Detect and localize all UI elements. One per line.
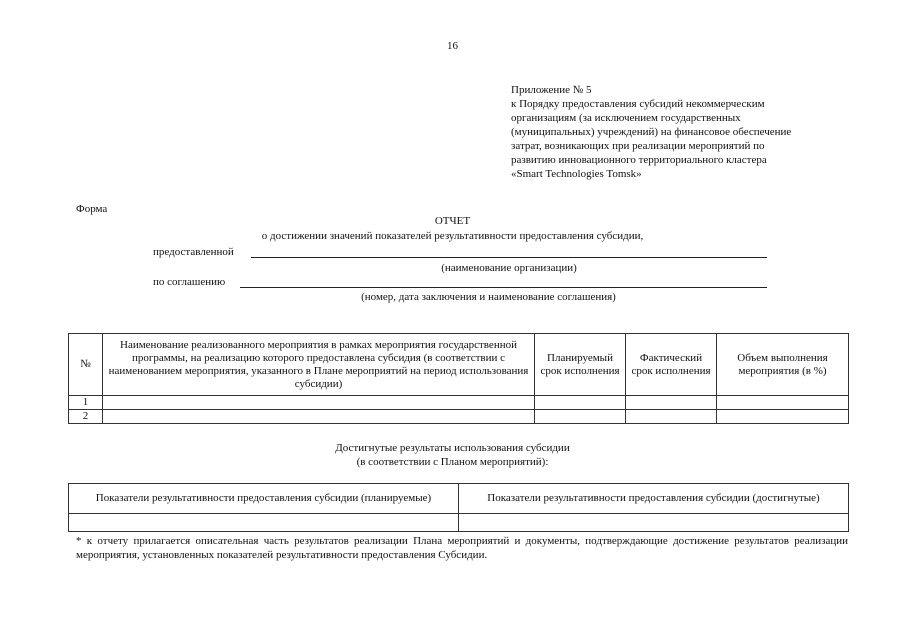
form-label: Форма [76, 203, 108, 215]
appendix-line: Приложение № 5 [511, 84, 592, 96]
report-title: ОТЧЕТ [434, 215, 471, 227]
row-number: 1 [69, 396, 103, 410]
measures-table [68, 333, 849, 424]
table-row [69, 396, 849, 410]
table-cell[interactable] [717, 396, 849, 410]
agreement-field-line[interactable] [240, 287, 767, 288]
results-subheading: (в соответствии с Планом мероприятий): [356, 456, 549, 468]
table-cell[interactable] [103, 410, 535, 424]
organization-field-line[interactable] [251, 257, 767, 258]
table-cell[interactable] [69, 514, 459, 532]
indicators-table-header [69, 484, 849, 514]
header-actual-term: Фактический срок исполнения [626, 334, 717, 396]
appendix-line: затрат, возникающих при реализации мероприятий по [511, 140, 765, 152]
footnote: * к отчету прилагается описательная часть результатов реализации Плана мероприятий и документы, подтверждающие достижение результатов реализации мероприятия, установленных показателей результативности предоставления Субсидии. [76, 535, 848, 561]
appendix-line: к Порядку предоставления субсидий некоммерческим [511, 98, 765, 110]
table-row [69, 410, 849, 424]
organization-hint: (наименование организации) [441, 262, 577, 274]
page-number: 16 [447, 40, 458, 52]
agreement-label: по соглашению [153, 276, 226, 288]
table-cell[interactable] [626, 410, 717, 424]
header-planned-term: Планируемый срок исполнения [535, 334, 626, 396]
table-cell[interactable] [103, 396, 535, 410]
indicators-table [68, 483, 849, 532]
table-row [69, 514, 849, 532]
header-completion-volume: Объем выполнения мероприятия (в %) [717, 334, 849, 396]
appendix-line: организациям (за исключением государственных [511, 112, 741, 124]
table-cell[interactable] [459, 514, 849, 532]
row-number: 2 [69, 410, 103, 424]
appendix-line: «Smart Technologies Tomsk» [511, 168, 642, 180]
appendix-line: (муниципальных) учреждений) на финансовое обеспечение [511, 126, 792, 138]
header-measure-name: Наименование реализованного мероприятия в рамках мероприятия государственной программы, на реализацию которого предоставлена субсидия (в соответствии с наименованием мероприятия, указанного в Плане мероприятий на период использования субсидии) [103, 334, 535, 396]
table-cell[interactable] [535, 410, 626, 424]
agreement-hint: (номер, дата заключения и наименование соглашения) [361, 291, 616, 303]
appendix-line: развитию инновационного территориального кластера [511, 154, 767, 166]
table-cell[interactable] [535, 396, 626, 410]
table-cell[interactable] [717, 410, 849, 424]
results-heading: Достигнутые результаты использования субсидии [335, 442, 570, 454]
measures-table-header [69, 334, 849, 396]
appendix-block [511, 83, 851, 181]
header-planned-indicators: Показатели результативности предоставления субсидии (планируемые) [69, 484, 459, 514]
provided-label: предоставленной [153, 246, 234, 258]
report-subtitle: о достижении значений показателей результативности предоставления субсидии, [261, 230, 644, 242]
header-number: № [69, 334, 103, 396]
table-cell[interactable] [626, 396, 717, 410]
header-achieved-indicators: Показатели результативности предоставления субсидии (достигнутые) [459, 484, 849, 514]
